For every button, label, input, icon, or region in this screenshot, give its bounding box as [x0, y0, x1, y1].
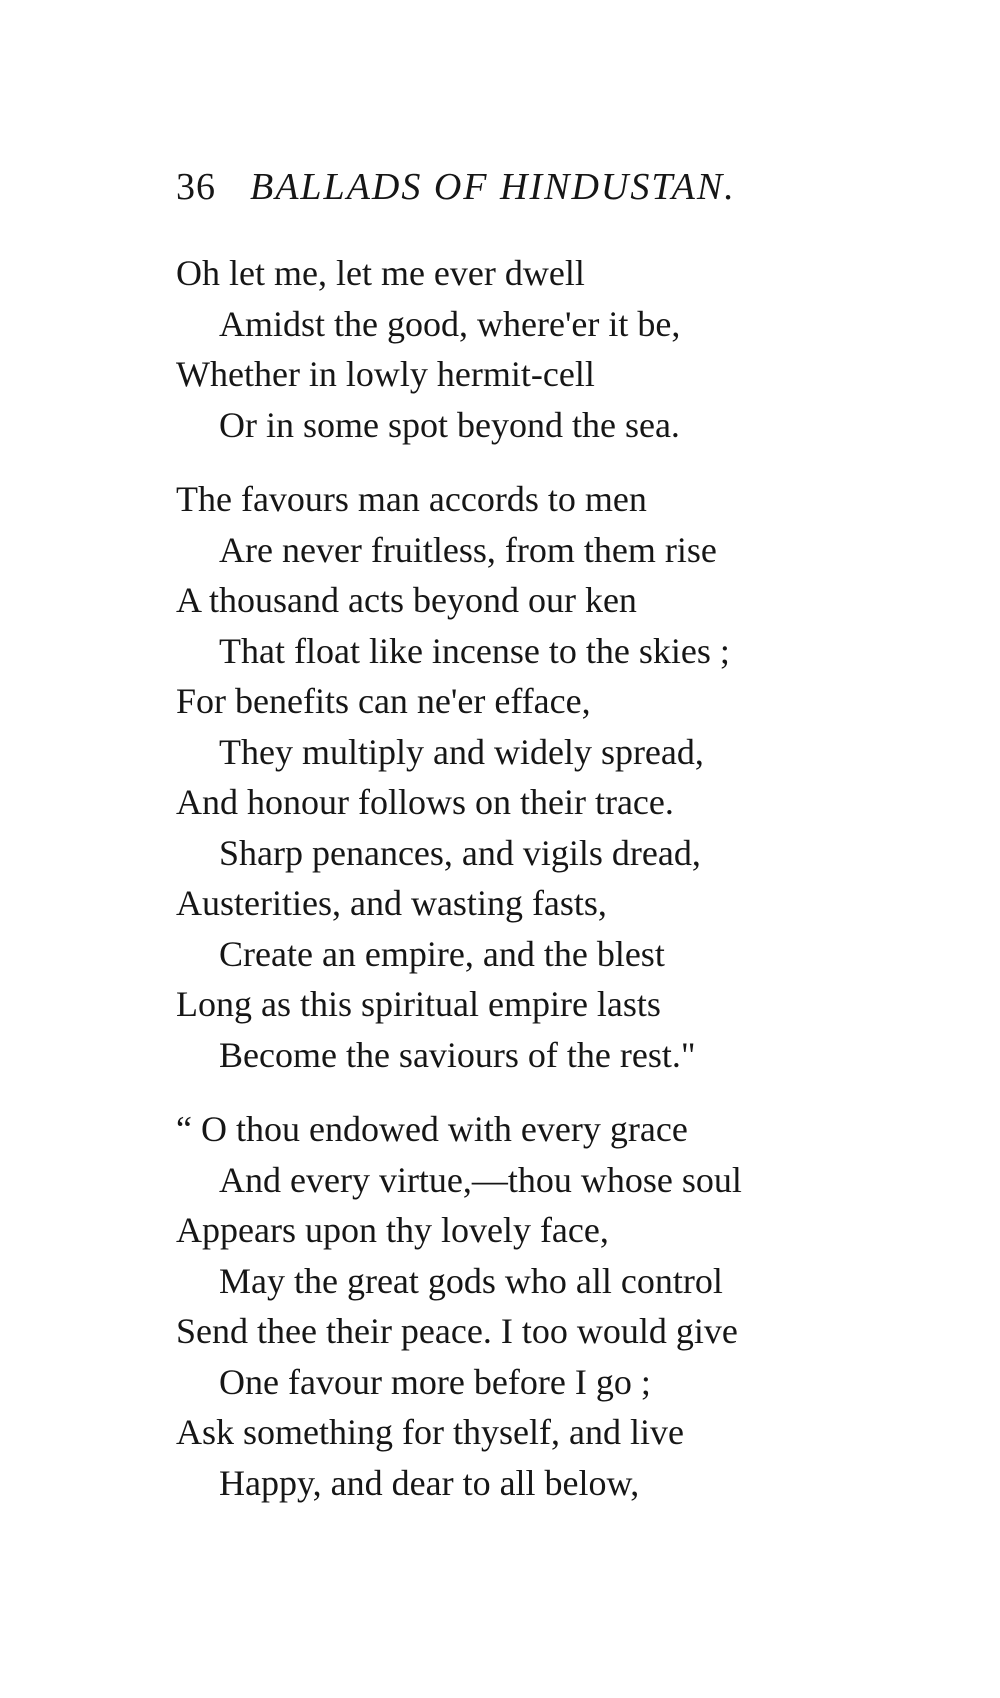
poem-line: Oh let me, let me ever dwell: [176, 253, 585, 293]
poem-line: And every virtue,—thou whose soul: [219, 1159, 742, 1200]
poem-line: Create an empire, and the blest: [219, 933, 665, 974]
poem-line: The favours man accords to men: [176, 479, 647, 519]
poem-line: “ O thou endowed with every grace: [176, 1109, 688, 1149]
poem-line: Or in some spot beyond the sea.: [219, 404, 680, 445]
running-head: [176, 165, 736, 209]
poem-line: Are never fruitless, from them rise: [219, 529, 717, 570]
running-title: BALLADS OF HINDUSTAN.: [250, 166, 736, 208]
poem-line: Happy, and dear to all below,: [219, 1462, 640, 1503]
stanza: [176, 474, 976, 1080]
page-number: 36: [176, 166, 216, 208]
poem-line: For benefits can ne'er efface,: [176, 681, 591, 721]
poem-line: Austerities, and wasting fasts,: [176, 883, 607, 923]
poem-line: One favour more before I go ;: [219, 1361, 651, 1402]
poem-line: Appears upon thy lovely face,: [176, 1210, 609, 1250]
poem-line: They multiply and widely spread,: [219, 731, 704, 772]
poem-line: Whether in lowly hermit-cell: [176, 354, 595, 394]
poem-line: May the great gods who all control: [219, 1260, 723, 1301]
poem-line: Become the saviours of the rest.": [219, 1034, 696, 1075]
poem-line: A thousand acts beyond our ken: [176, 580, 637, 620]
poem-line: Ask something for thyself, and live: [176, 1412, 684, 1452]
poem-line: Sharp penances, and vigils dread,: [219, 832, 701, 873]
poem-line: That float like incense to the skies ;: [219, 630, 730, 671]
poem-line: Send thee their peace. I too would give: [176, 1311, 738, 1351]
stanza: [176, 1104, 976, 1508]
poem-line: Amidst the good, where'er it be,: [219, 303, 681, 344]
stanza: [176, 248, 976, 450]
poem-line: And honour follows on their trace.: [176, 782, 674, 822]
poem-body: [176, 248, 976, 1508]
poem-line: Long as this spiritual empire lasts: [176, 984, 661, 1024]
